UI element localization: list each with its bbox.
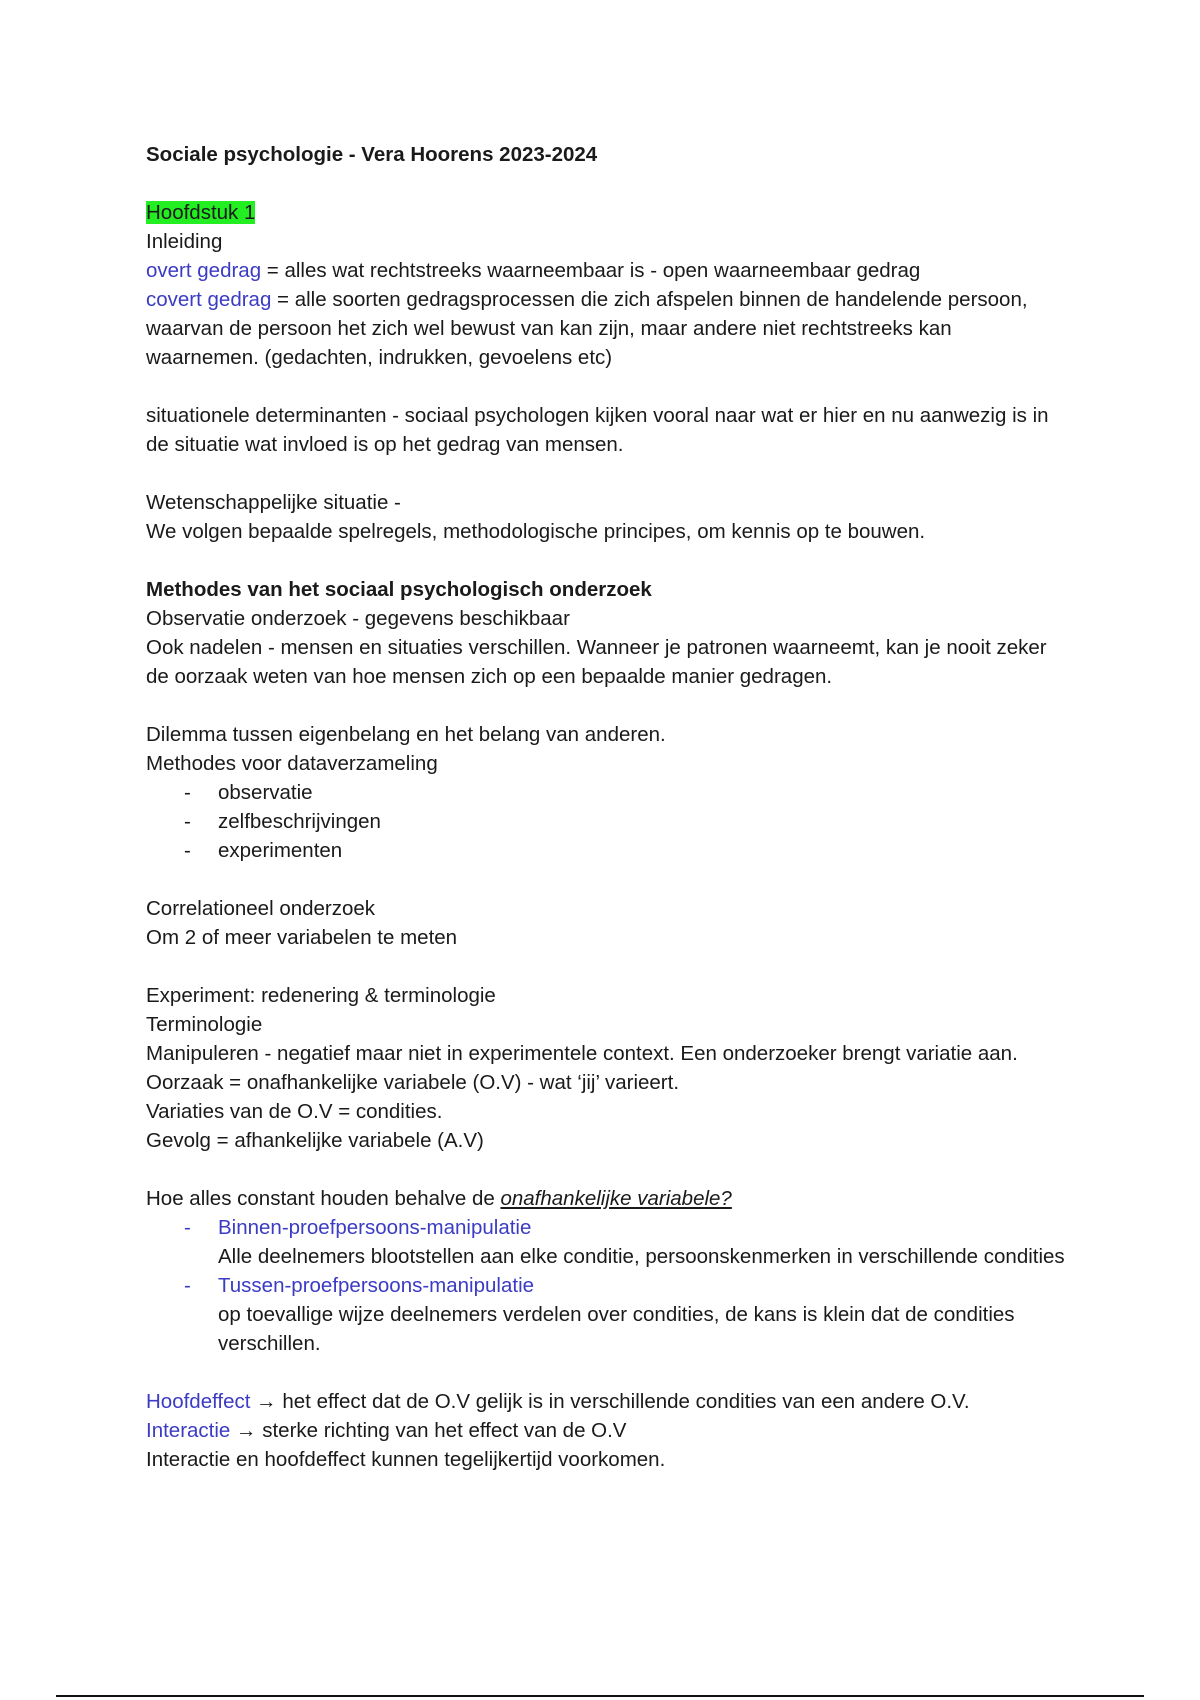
overt-term: overt gedrag bbox=[146, 259, 262, 282]
within-subject-text: Alle deelnemers blootstellen aan elke conditie, persoonskenmerken in verschillende condities bbox=[218, 1245, 1065, 1268]
list-item: - zelfbeschrijvingen bbox=[184, 810, 381, 833]
main-effect-term: Hoofdeffect bbox=[146, 1390, 251, 1413]
effect-text: Gevolg = afhankelijke variabele (A.V) bbox=[146, 1129, 484, 1152]
document-title: Sociale psychologie - Vera Hoorens 2023-2024 bbox=[146, 143, 598, 166]
collection-heading: Methodes voor dataverzameling bbox=[146, 752, 438, 775]
scientific-text: We volgen bepaalde spelregels, methodologische principes, om kennis op te bouwen. bbox=[146, 520, 926, 543]
correlational-text: Om 2 of meer variabelen te meten bbox=[146, 926, 458, 949]
situational-paragraph: situationele determinanten - sociaal psychologen kijken vooral naar wat er hier en nu aanwezig is in de situatie wat invloed is op het gedrag van mensen. bbox=[146, 404, 1049, 456]
list-item: - experimenten bbox=[184, 839, 343, 862]
main-effect-definition: Hoofdeffect → het effect dat de O.V gelijk is in verschillende condities van een andere O.V. bbox=[146, 1390, 970, 1413]
page-divider bbox=[56, 1695, 1144, 1697]
list-item: - Tussen-proefpersoons-manipulatie op toevallige wijze deelnemers verdelen over condities, de kans is klein dat de condities verschillen. bbox=[184, 1274, 1015, 1355]
interaction-definition: Interactie → sterke richting van het effect van de O.V bbox=[146, 1419, 627, 1442]
list-item: - observatie bbox=[184, 781, 313, 804]
independent-variable-emphasis: onafhankelijke variabele? bbox=[500, 1187, 732, 1210]
cause-text: Oorzaak = onafhankelijke variabele (O.V) - wat ‘jij’ varieert. bbox=[146, 1071, 680, 1094]
manipulation-list bbox=[146, 1213, 1066, 1358]
document-page bbox=[146, 140, 1066, 1474]
constant-question: Hoe alles constant houden behalve de onafhankelijke variabele? bbox=[146, 1187, 732, 1210]
between-subject-text: op toevallige wijze deelnemers verdelen over condities, de kans is klein dat de condities verschillen. bbox=[218, 1303, 1015, 1355]
between-subject-title: Tussen-proefpersoons-manipulatie bbox=[218, 1274, 535, 1297]
list-item: - Binnen-proefpersoons-manipulatie Alle deelnemers blootstellen aan elke conditie, persoonskenmerken in verschillende condities bbox=[184, 1216, 1065, 1268]
experiment-heading: Experiment: redenering & terminologie bbox=[146, 984, 496, 1007]
manipulate-text: Manipuleren - negatief maar niet in experimentele context. Een onderzoeker brengt variatie aan. bbox=[146, 1042, 1018, 1065]
interaction-term: Interactie bbox=[146, 1419, 231, 1442]
observation-text: Observatie onderzoek - gegevens beschikbaar bbox=[146, 607, 570, 630]
drawbacks-text: Ook nadelen - mensen en situaties verschillen. Wanneer je patronen waarneemt, kan je nooit zeker de oorzaak weten van hoe mensen zich op een bepaalde manier gedragen. bbox=[146, 636, 1047, 688]
scientific-heading: Wetenschappelijke situatie - bbox=[146, 491, 401, 514]
both-effects-text: Interactie en hoofdeffect kunnen tegelijkertijd voorkomen. bbox=[146, 1448, 666, 1471]
within-subject-title: Binnen-proefpersoons-manipulatie bbox=[218, 1216, 532, 1239]
terminology-heading: Terminologie bbox=[146, 1013, 263, 1036]
covert-definition: covert gedrag = alle soorten gedragsprocessen die zich afspelen binnen de handelende persoon, waarvan de persoon het zich wel bewust van kan zijn, maar andere niet rechtstreeks kan waarnemen. (gedachten, indrukken, gevoelens etc) bbox=[146, 288, 1028, 369]
covert-term: covert gedrag bbox=[146, 288, 272, 311]
collection-list bbox=[146, 778, 1066, 865]
variations-text: Variaties van de O.V = condities. bbox=[146, 1100, 443, 1123]
correlational-heading: Correlationeel onderzoek bbox=[146, 897, 376, 920]
overt-definition: overt gedrag = alles wat rechtstreeks waarneembaar is - open waarneembaar gedrag bbox=[146, 259, 921, 282]
methods-heading: Methodes van het sociaal psychologisch onderzoek bbox=[146, 578, 652, 601]
dilemma-text: Dilemma tussen eigenbelang en het belang van anderen. bbox=[146, 723, 666, 746]
intro-heading: Inleiding bbox=[146, 230, 223, 253]
chapter-label: Hoofdstuk 1 bbox=[146, 201, 256, 224]
